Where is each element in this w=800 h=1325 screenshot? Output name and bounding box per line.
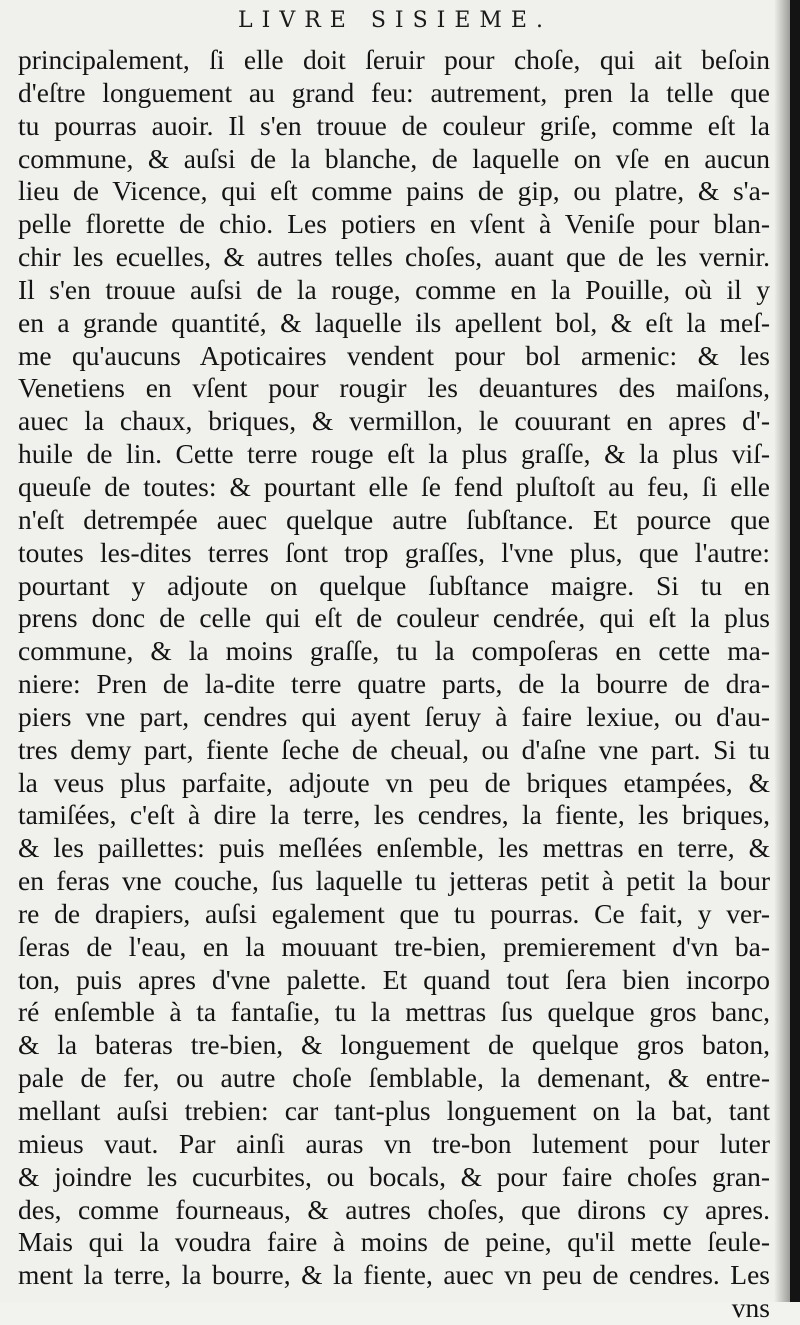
text-line: tu pourras auoir. Il s'en trouue de couleur griſe, comme eſt la — [18, 109, 770, 141]
text-line: piers vne part, cendres qui ayent ſeruy à faire lexiue, ou d'au- — [18, 700, 770, 732]
text-line: chir les ecuelles, & autres telles choſes, auant que de les vernir. — [18, 241, 770, 273]
text-line: n'eſt detrempée auec quelque autre ſubſtance. Et pource que — [18, 503, 770, 535]
text-line: pourtant y adjoute on quelque ſubſtance maigre. Si tu en — [18, 569, 770, 601]
text-line: en a grande quantité, & laquelle ils apellent bol, & eſt la meſ- — [18, 306, 770, 338]
text-line: pale de fer, ou autre choſe ſemblable, la demenant, & entre- — [18, 1062, 770, 1094]
text-line: & la bateras tre-bien, & longuement de quelque gros baton, — [18, 1029, 770, 1061]
text-line: Venetiens en vſent pour rougir les deuantures des maiſons, — [18, 372, 770, 404]
text-line: re de drapiers, auſsi egalement que tu pourras. Ce fait, y ver- — [18, 897, 770, 929]
text-line: & les paillettes: puis meſlées enſemble, les mettras en terre, & — [18, 832, 770, 864]
text-line: huile de lin. Cette terre rouge eſt la plus graſſe, & la plus viſ- — [18, 438, 770, 470]
text-line: lieu de Vicence, qui eſt comme pains de gip, ou platre, & s'a- — [18, 175, 770, 207]
text-line: Mais qui la voudra faire à moins de peine, qu'il mette ſeule- — [18, 1226, 770, 1258]
text-line: Il s'en trouue auſsi de la rouge, comme en la Pouille, où il y — [18, 273, 770, 305]
running-head: LIVRE SISIEME. — [238, 8, 552, 33]
text-line: auec la chaux, briques, & vermillon, le couurant en apres d'- — [18, 405, 770, 437]
text-line: tamiſées, c'eſt à dire la terre, les cendres, la fiente, les briques, — [18, 799, 770, 831]
text-line: tres demy part, fiente ſeche de cheual, ou d'aſne vne part. Si tu — [18, 733, 770, 765]
text-line: niere: Pren de la-dite terre quatre parts, de la bourre de dra- — [18, 668, 770, 700]
text-line: commune, & auſsi de la blanche, de laquelle on vſe en aucun — [18, 142, 770, 174]
body-text — [18, 44, 770, 1325]
text-line: toutes les-dites terres ſont trop graſſes, l'vne plus, que l'autre: — [18, 536, 770, 568]
text-line: queuſe de toutes: & pourtant elle ſe fend pluſtoſt au feu, ſi elle — [18, 470, 770, 502]
text-line: ſeras de l'eau, en la mouuant tre-bien, premierement d'vn ba- — [18, 930, 770, 962]
text-line: & joindre les cucurbites, ou bocals, & pour faire choſes gran- — [18, 1160, 770, 1192]
text-line: principalement, ſi elle doit ſeruir pour choſe, qui ait beſoin — [18, 44, 770, 75]
text-line: des, comme fourneaus, & autres choſes, que dirons cy apres. — [18, 1193, 770, 1225]
text-line: mellant auſsi trebien: car tant-plus longuement on la bat, tant — [18, 1095, 770, 1126]
text-line: ton, puis apres d'vne palette. Et quand tout ſera bien incorpo — [18, 963, 770, 995]
text-line: en feras vne couche, ſus laquelle tu jetteras petit à petit la bour — [18, 865, 770, 897]
catchword: vns — [731, 1292, 770, 1324]
text-line: me qu'aucuns Apoticaires vendent pour bol armenic: & les — [18, 339, 770, 371]
text-line: ré enſemble à ta fantaſie, tu la mettras ſus quelque gros banc, — [18, 996, 770, 1028]
text-line: commune, & la moins graſſe, tu la compoſeras en cette ma- — [18, 635, 770, 667]
text-line: prens donc de celle qui eſt de couleur cendrée, qui eſt la plus — [18, 602, 770, 634]
text-line: pelle florette de chio. Les potiers en vſent à Veniſe pour blan- — [18, 208, 770, 240]
text-line: d'eſtre longuement au grand feu: autrement, pren la telle que — [18, 76, 770, 108]
text-line: la veus plus parfaite, adjoute vn peu de briques etampées, & — [18, 766, 770, 798]
text-line: mieus vaut. Par ainſi auras vn tre-bon lutement pour luter — [18, 1127, 770, 1159]
text-line: ment la terre, la bourre, & la fiente, auec vn peu de cendres. Les — [18, 1259, 770, 1291]
